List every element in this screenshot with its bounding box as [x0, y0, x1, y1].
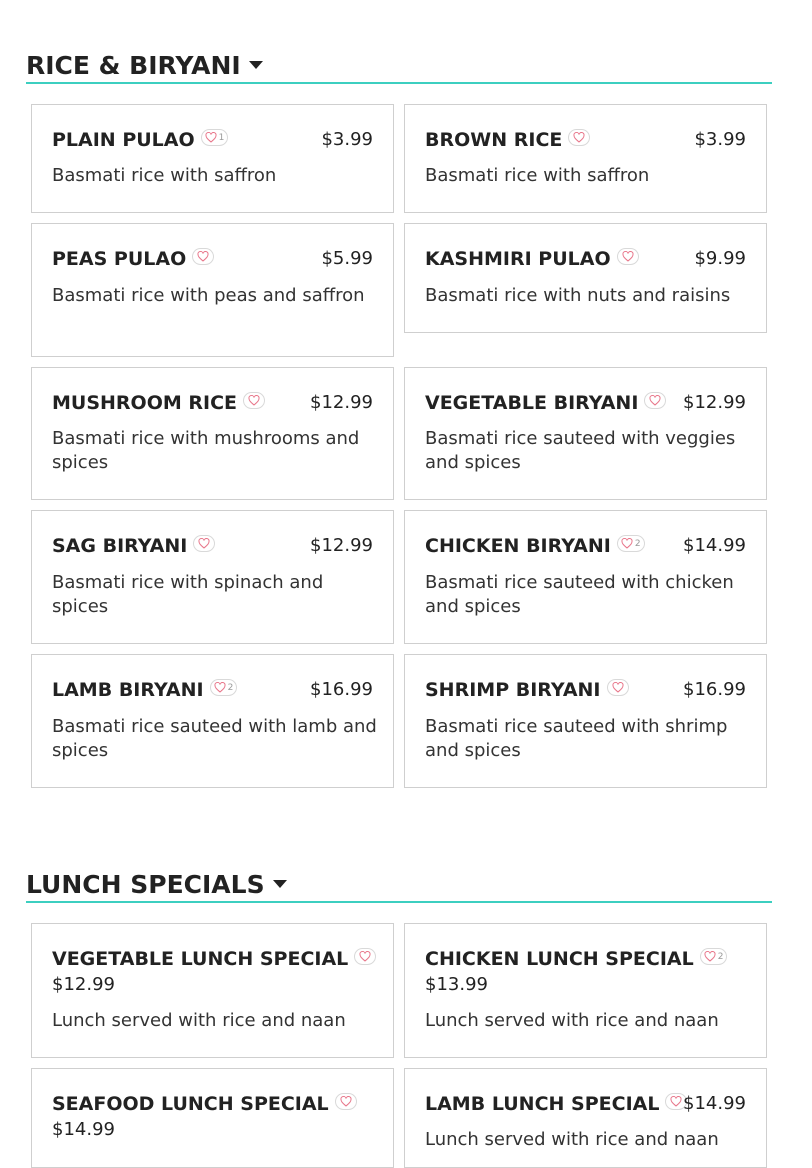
menu-item-card[interactable] — [404, 223, 767, 333]
item-price: $12.99 — [310, 535, 373, 556]
menu-item-card[interactable] — [404, 923, 767, 1058]
item-description: Basmati rice with mushrooms and spices — [52, 428, 360, 473]
menu-item-card[interactable] — [404, 510, 767, 644]
like-button[interactable] — [210, 679, 238, 696]
item-price: $16.99 — [683, 679, 746, 700]
like-button[interactable] — [335, 1093, 357, 1110]
item-name: CHICKEN LUNCH SPECIAL 2 — [425, 946, 727, 972]
heart-icon — [573, 132, 585, 143]
heart-icon — [621, 538, 633, 549]
item-description: Basmati rice sauteed with lamb and spices — [52, 716, 377, 761]
like-button[interactable] — [700, 948, 728, 965]
like-button[interactable] — [193, 535, 215, 552]
caret-down-icon[interactable] — [249, 61, 263, 69]
item-name: VEGETABLE BIRYANI — [425, 390, 666, 416]
like-button[interactable] — [243, 392, 265, 409]
menu-item-card[interactable] — [31, 510, 394, 644]
menu-item-card[interactable] — [404, 1068, 767, 1168]
like-button[interactable] — [617, 535, 645, 552]
item-price: $16.99 — [310, 679, 373, 700]
menu-item-card[interactable] — [31, 1068, 394, 1168]
heart-icon — [340, 1096, 352, 1107]
item-description: Basmati rice sauteed with veggies and spices — [425, 428, 736, 473]
item-price: $14.99 — [683, 535, 746, 556]
item-name: PLAIN PULAO 1 — [52, 127, 228, 153]
item-description: Lunch served with rice and naan — [52, 1010, 346, 1031]
item-name: CHICKEN BIRYANI 2 — [425, 533, 645, 559]
heart-icon — [214, 682, 226, 693]
item-price: $3.99 — [321, 129, 373, 150]
item-price: $12.99 — [683, 392, 746, 413]
menu-item-card[interactable] — [31, 923, 394, 1058]
item-name: MUSHROOM RICE — [52, 390, 265, 416]
heart-icon — [704, 951, 716, 962]
item-price: $13.99 — [425, 974, 488, 995]
like-count: 2 — [634, 538, 641, 549]
heart-icon — [359, 951, 371, 962]
section-title: LUNCH SPECIALS — [26, 870, 287, 899]
heart-icon — [248, 395, 260, 406]
item-price: $12.99 — [310, 392, 373, 413]
item-price: $9.99 — [694, 248, 746, 269]
item-description: Basmati rice sauteed with chicken and spices — [425, 572, 734, 617]
item-description: Basmati rice sauteed with shrimp and spices — [425, 716, 728, 761]
item-description: Basmati rice with saffron — [425, 165, 650, 186]
heart-icon — [198, 538, 210, 549]
like-button[interactable] — [201, 129, 229, 146]
item-name: SEAFOOD LUNCH SPECIAL — [52, 1091, 357, 1117]
section-header-lunch-specials[interactable] — [26, 861, 772, 903]
item-description: Lunch served with rice and naan — [425, 1010, 719, 1031]
caret-down-icon[interactable] — [273, 880, 287, 888]
heart-icon — [205, 132, 217, 143]
item-price: $5.99 — [321, 248, 373, 269]
item-description: Basmati rice with nuts and raisins — [425, 285, 731, 306]
like-button[interactable] — [644, 392, 666, 409]
menu-item-card[interactable] — [31, 367, 394, 500]
like-button[interactable] — [192, 248, 214, 265]
section-header-rice-biryani[interactable] — [26, 42, 772, 84]
heart-icon — [612, 682, 624, 693]
like-button[interactable] — [607, 679, 629, 696]
like-button[interactable] — [354, 948, 376, 965]
menu-item-card[interactable] — [404, 654, 767, 788]
menu-item-card[interactable] — [404, 367, 767, 500]
heart-icon — [649, 395, 661, 406]
item-description: Basmati rice with peas and saffron — [52, 285, 365, 306]
heart-icon — [622, 251, 634, 262]
section-title: RICE & BIRYANI — [26, 51, 263, 80]
menu-item-card[interactable] — [31, 104, 394, 213]
like-button[interactable] — [617, 248, 639, 265]
like-button[interactable] — [568, 129, 590, 146]
item-price: $12.99 — [52, 974, 115, 995]
item-price: $3.99 — [694, 129, 746, 150]
item-name: LAMB LUNCH SPECIAL — [425, 1091, 687, 1117]
item-price: $14.99 — [52, 1119, 115, 1140]
item-name: KASHMIRI PULAO — [425, 246, 639, 272]
item-name: BROWN RICE — [425, 127, 590, 153]
heart-icon — [197, 251, 209, 262]
item-description: Basmati rice with spinach and spices — [52, 572, 324, 617]
like-count: 2 — [717, 951, 724, 962]
item-description: Lunch served with rice and naan — [425, 1129, 719, 1150]
item-description: Basmati rice with saffron — [52, 165, 277, 186]
item-name: SAG BIRYANI — [52, 533, 215, 559]
menu-item-card[interactable] — [31, 654, 394, 788]
heart-icon — [670, 1096, 682, 1107]
item-price: $14.99 — [683, 1093, 746, 1114]
item-name: PEAS PULAO — [52, 246, 214, 272]
item-name: VEGETABLE LUNCH SPECIAL — [52, 946, 376, 972]
like-count: 2 — [227, 682, 234, 693]
item-name: LAMB BIRYANI 2 — [52, 677, 237, 703]
menu-item-card[interactable] — [31, 223, 394, 357]
like-count: 1 — [218, 132, 225, 143]
menu-item-card[interactable] — [404, 104, 767, 213]
item-name: SHRIMP BIRYANI — [425, 677, 629, 703]
